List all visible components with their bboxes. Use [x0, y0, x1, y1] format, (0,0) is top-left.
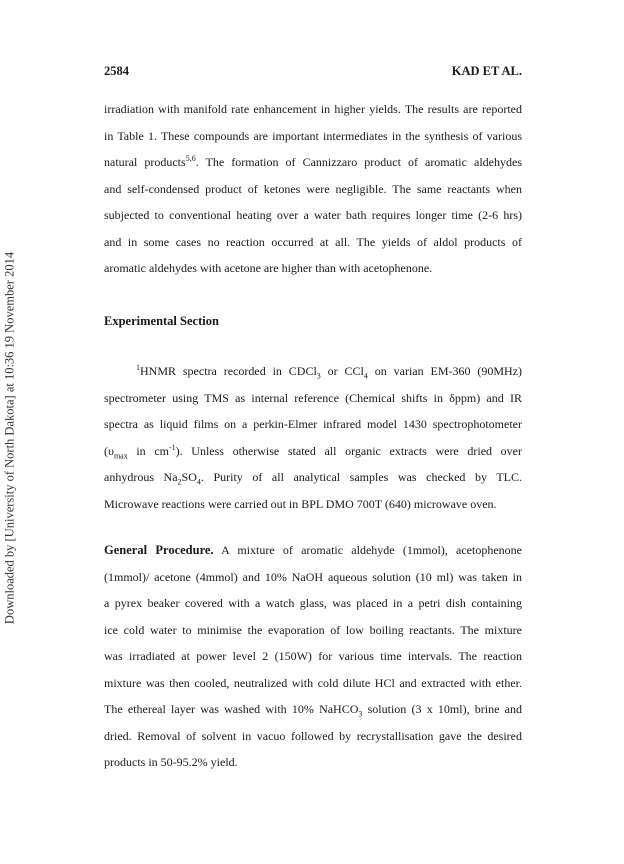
text-line: spectra as liquid films on a perkin-Elmer infrared model 1430 spectrophotometer	[104, 417, 522, 431]
text-line: aromatic aldehydes with acetone are higher than with acetophenone.	[104, 261, 433, 275]
text-fragment: on varian EM-360 (90MHz)	[367, 364, 523, 378]
text-fragment: natural products	[104, 155, 186, 169]
text-line: in Table 1. These compounds are important intermediates in the synthesis of various	[104, 128, 522, 143]
text-fragment: SO	[181, 470, 197, 484]
text-line: a pyrex beaker covered with a watch glass, was placed in a petri dish containing	[104, 596, 522, 610]
text-line	[104, 149, 522, 176]
subscript: 3	[358, 709, 363, 719]
subscript: max	[113, 450, 128, 460]
text-line: dried. Removal of solvent in vacuo followed by recrystallisation gave the desired	[104, 728, 522, 743]
running-head-authors: KAD ET AL.	[451, 64, 522, 78]
subscript: 3	[316, 371, 321, 381]
text-line	[104, 438, 522, 465]
text-line: subjected to conventional heating over a water bath requires longer time (2-6 hrs)	[104, 208, 522, 222]
text-line: and self-condensed product of ketones were negligible. The same reactants when	[104, 181, 522, 196]
intro-paragraph	[104, 96, 522, 282]
text-line: was irradiated at power level 2 (150W) for various time intervals. The reaction	[104, 649, 522, 663]
text-fragment: ). Unless otherwise stated all organic extracts were dried over	[175, 443, 523, 458]
text-fragment: (υ	[104, 443, 114, 458]
article-body	[104, 96, 522, 776]
text-line	[104, 537, 522, 564]
superscript: 1	[136, 363, 140, 372]
experimental-paragraph	[104, 358, 522, 517]
general-procedure-paragraph	[104, 537, 522, 776]
text-fragment: in cm	[127, 443, 169, 458]
text-fragment: . Purity of all analytical samples was checked by TLC.	[200, 470, 522, 484]
text-line	[104, 358, 522, 385]
superscript: -1	[168, 442, 176, 452]
text-line: ice cold water to minimise the evaporation of low boiling reactants. The mixture	[104, 622, 522, 637]
citation-superscript: 5,6	[185, 154, 196, 163]
text-fragment: A mixture of aromatic aldehyde (1mmol), acetophenone	[213, 543, 522, 557]
text-fragment: The ethereal layer was washed with 10% NaHCO	[104, 702, 359, 716]
text-line	[104, 696, 522, 723]
subscript: 2	[177, 477, 182, 487]
text-line: products in 50-95.2% yield.	[104, 755, 238, 769]
subscript: 4	[363, 371, 368, 381]
download-watermark-text: Downloaded by [University of North Dakota] at 10:36 19 November 2014	[2, 251, 17, 625]
text-line: spectrometer using TMS as internal reference (Chemical shifts in δppm) and IR	[104, 390, 522, 405]
text-line: (1mmol)/ acetone (4mmol) and 10% NaOH aqueous solution (10 ml) was taken in	[104, 569, 522, 584]
text-line	[104, 464, 522, 491]
text-fragment: HNMR spectra recorded in CDCl	[140, 364, 317, 378]
section-heading-general-procedure: General Procedure.	[104, 543, 214, 557]
text-fragment: or CCl	[320, 364, 364, 378]
download-watermark	[0, 0, 20, 864]
text-line: and in some cases no reaction occurred at all. The yields of aldol products of	[104, 234, 522, 249]
text-line: mixture was then cooled, neutralized with cold dilute HCl and extracted with ether.	[104, 675, 522, 690]
text-fragment: anhydrous Na	[104, 470, 178, 484]
text-fragment: . The formation of Cannizzaro product of aromatic aldehydes	[195, 155, 522, 169]
section-heading-experimental: Experimental Section	[104, 313, 219, 328]
text-fragment: solution (3 x 10ml), brine and	[362, 702, 522, 716]
text-line: irradiation with manifold rate enhancement in higher yields. The results are reported	[104, 102, 522, 116]
subscript: 4	[196, 477, 201, 487]
text-line: Microwave reactions were carried out in BPL DMO 700T (640) microwave oven.	[104, 496, 497, 511]
page-number: 2584	[104, 64, 129, 78]
